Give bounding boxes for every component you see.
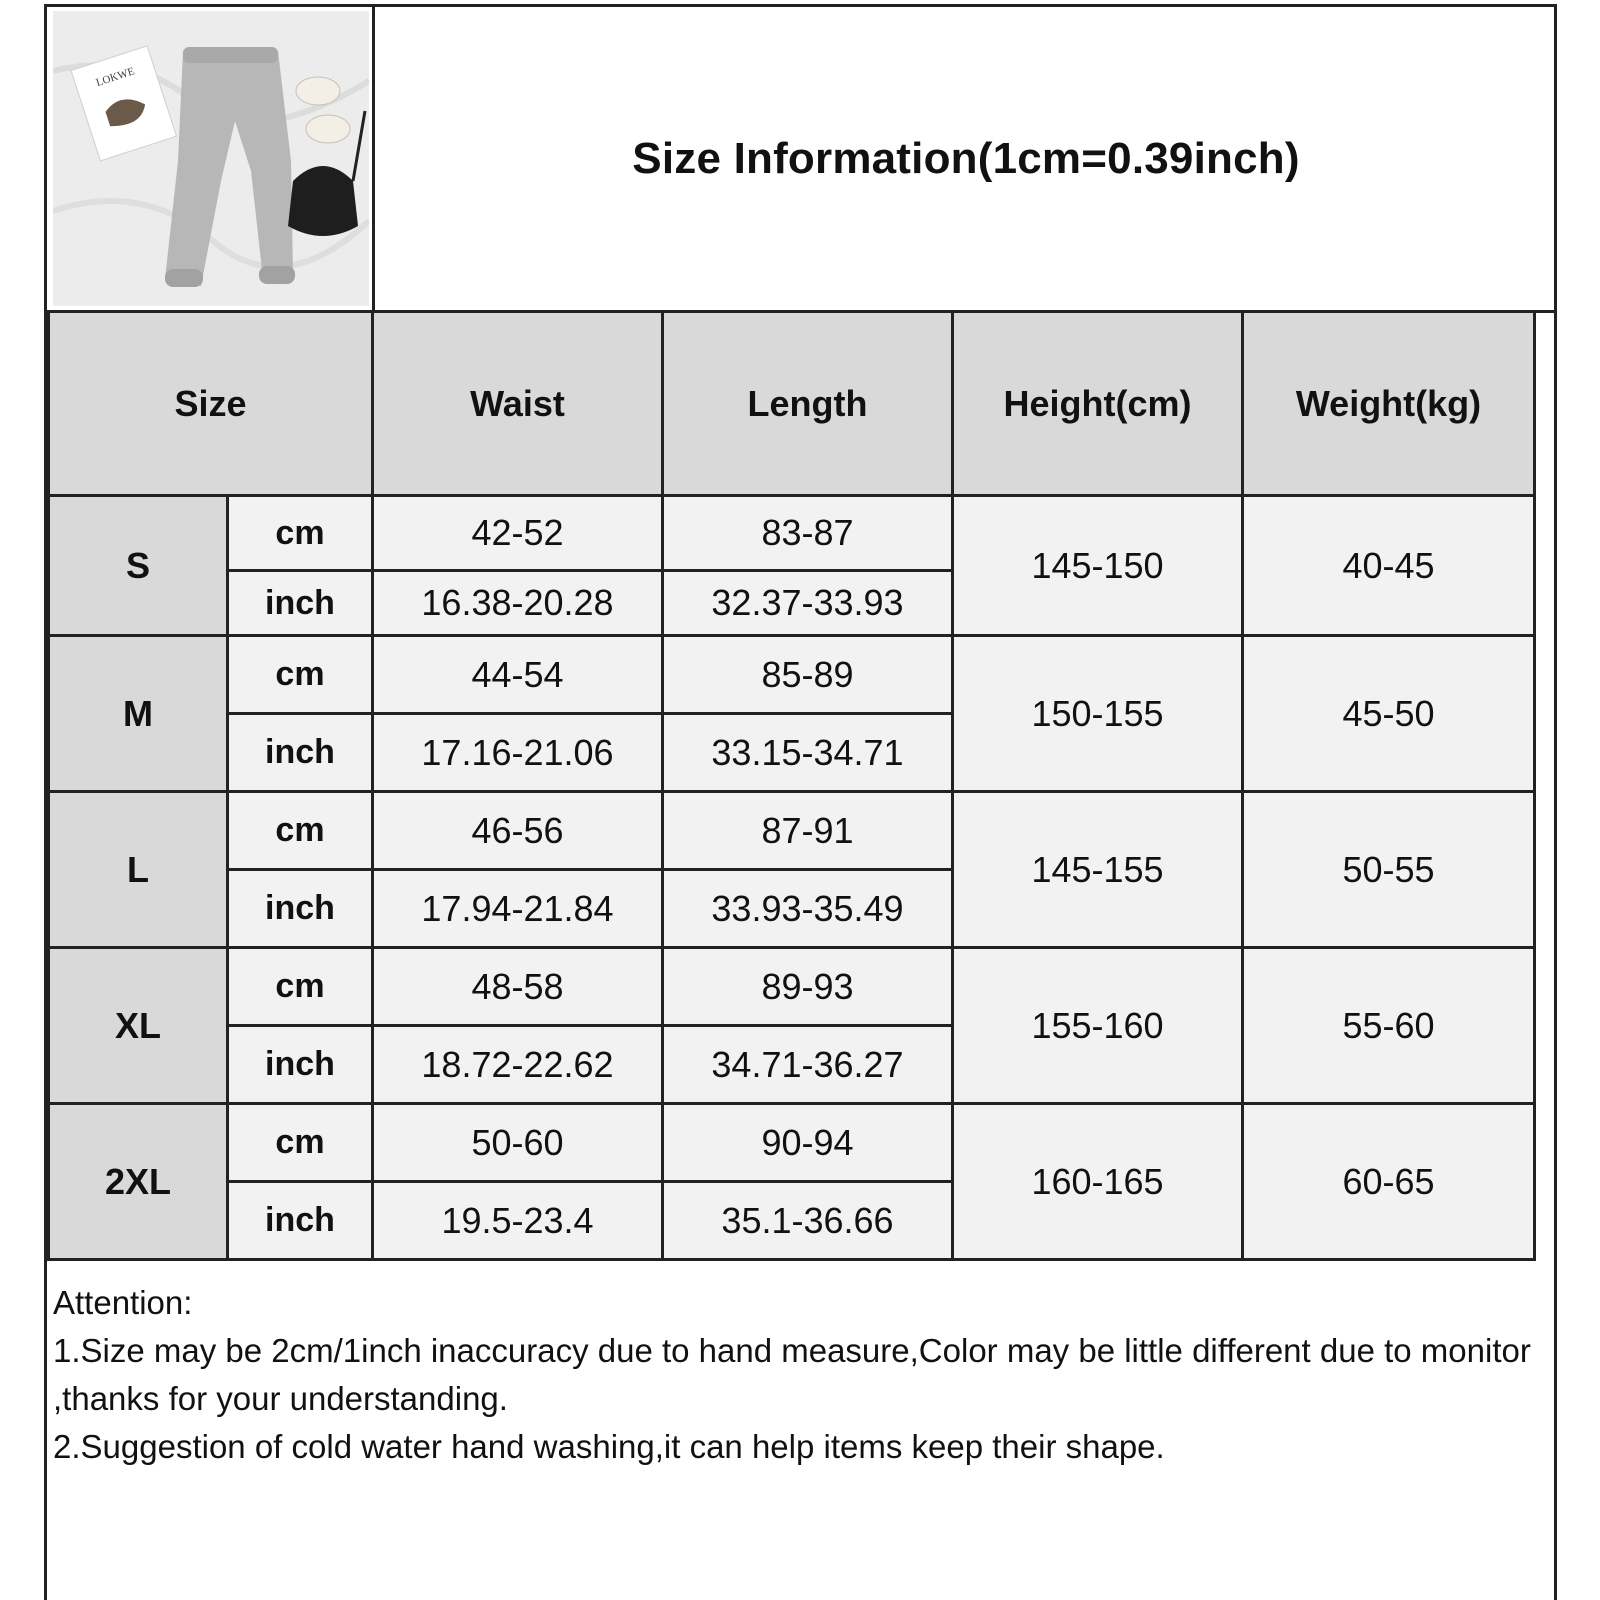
weight-range: 60-65 [1243, 1104, 1535, 1260]
unit-cm: cm [228, 636, 373, 714]
size-table [47, 310, 1536, 1261]
attention-note-2: 2.Suggestion of cold water hand washing,it can help items keep their shape. [53, 1428, 1165, 1465]
length-inch: 35.1-36.66 [663, 1182, 953, 1260]
unit-inch: inch [228, 870, 373, 948]
table-row [49, 636, 1535, 714]
length-inch: 32.37-33.93 [663, 571, 953, 636]
size-label: XL [49, 948, 228, 1104]
size-label: L [49, 792, 228, 948]
table-row [49, 792, 1535, 870]
table-row [49, 496, 1535, 571]
size-label: M [49, 636, 228, 792]
waist-inch: 17.16-21.06 [373, 714, 663, 792]
length-cm: 85-89 [663, 636, 953, 714]
product-photo [53, 11, 369, 306]
table-row [49, 948, 1535, 1026]
attention-note-1: 1.Size may be 2cm/1inch inaccuracy due to hand measure,Color may be little different due to monitor ,thanks for your understanding. [53, 1332, 1531, 1417]
header-row [47, 7, 1554, 313]
unit-cm: cm [228, 948, 373, 1026]
header-size: Size [49, 312, 373, 496]
weight-range: 55-60 [1243, 948, 1535, 1104]
waist-inch: 18.72-22.62 [373, 1026, 663, 1104]
header-length: Length [663, 312, 953, 496]
unit-cm: cm [228, 1104, 373, 1182]
page-title: Size Information(1cm=0.39inch) [632, 133, 1300, 183]
waist-cm: 48-58 [373, 948, 663, 1026]
height-range: 155-160 [953, 948, 1243, 1104]
header-weight: Weight(kg) [1243, 312, 1535, 496]
length-inch: 33.93-35.49 [663, 870, 953, 948]
waist-cm: 44-54 [373, 636, 663, 714]
size-chart-sheet [44, 4, 1557, 1600]
unit-inch: inch [228, 1182, 373, 1260]
length-cm: 87-91 [663, 792, 953, 870]
length-cm: 83-87 [663, 496, 953, 571]
waist-inch: 17.94-21.84 [373, 870, 663, 948]
product-photo-graphic [53, 11, 369, 306]
height-range: 160-165 [953, 1104, 1243, 1260]
attention-notes [53, 1279, 1548, 1471]
attention-heading: Attention: [53, 1284, 193, 1321]
unit-cm: cm [228, 496, 373, 571]
waist-inch: 16.38-20.28 [373, 571, 663, 636]
header-height: Height(cm) [953, 312, 1243, 496]
weight-range: 40-45 [1243, 496, 1535, 636]
unit-inch: inch [228, 714, 373, 792]
table-row [49, 1104, 1535, 1182]
size-label: S [49, 496, 228, 636]
waist-cm: 46-56 [373, 792, 663, 870]
waist-inch: 19.5-23.4 [373, 1182, 663, 1260]
table-header-row [49, 312, 1535, 496]
title-cell [372, 7, 1557, 310]
waist-cm: 50-60 [373, 1104, 663, 1182]
length-cm: 89-93 [663, 948, 953, 1026]
height-range: 145-155 [953, 792, 1243, 948]
length-inch: 33.15-34.71 [663, 714, 953, 792]
size-label: 2XL [49, 1104, 228, 1260]
length-cm: 90-94 [663, 1104, 953, 1182]
length-inch: 34.71-36.27 [663, 1026, 953, 1104]
header-waist: Waist [373, 312, 663, 496]
unit-inch: inch [228, 1026, 373, 1104]
weight-range: 45-50 [1243, 636, 1535, 792]
weight-range: 50-55 [1243, 792, 1535, 948]
height-range: 145-150 [953, 496, 1243, 636]
card-text: LOKWE [94, 65, 137, 90]
unit-inch: inch [228, 571, 373, 636]
unit-cm: cm [228, 792, 373, 870]
waist-cm: 42-52 [373, 496, 663, 571]
height-range: 150-155 [953, 636, 1243, 792]
